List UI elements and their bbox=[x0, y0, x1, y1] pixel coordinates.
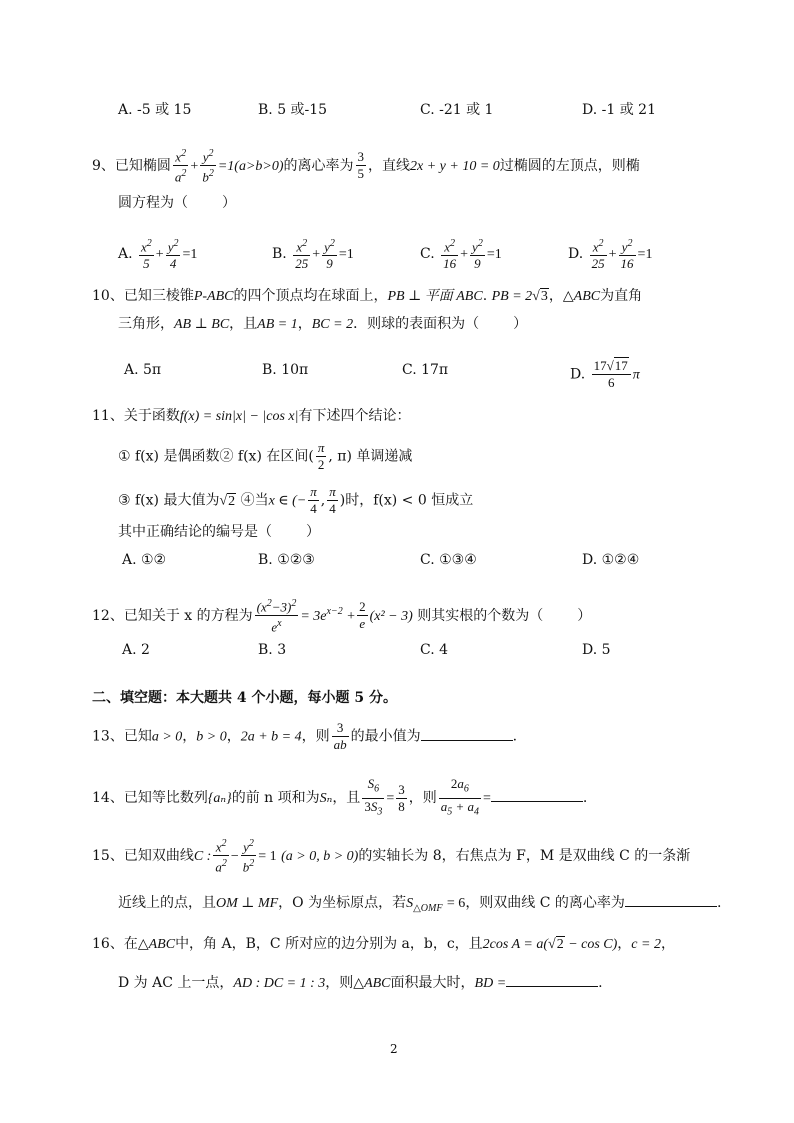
q10-stem: 10、已知三棱锥P-ABC的四个顶点均在球面上，PB ⊥ 平面 ABC. PB = 2√3，△ABC为直角 bbox=[92, 288, 643, 304]
q11-statement-3-4: ③ f(x) 最大值为√2 ④当x ∈ (− $\frac{\pi}{4}$ , $\frac{\pi}{4}$ )时，f(x) < 0 恒成立 bbox=[118, 484, 474, 516]
q10-option-a: A. 5π bbox=[124, 362, 162, 378]
q11-option-d: D. ①②④ bbox=[582, 552, 640, 568]
q12-option-d: D. 5 bbox=[582, 642, 611, 658]
section-2-heading: 二、填空题：本大题共 4 个小题，每小题 5 分。 bbox=[92, 690, 397, 706]
q11-stem: 11、关于函数f(x) = sin|x| − |cos x|有下述四个结论： bbox=[92, 408, 411, 424]
q13-stem: 13、已知a > 0，b > 0，2a + b = 4，则 $\frac{3}{ab}$ 的最小值为 . bbox=[92, 720, 518, 752]
q15-stem-line2: 近线上的点，且OM ⊥ MF，O 为坐标原点，若$S_{\triangle OMF} = 6$，则双曲线 C 的离心率为 . bbox=[118, 892, 721, 919]
q12-option-a: A. 2 bbox=[122, 642, 150, 658]
q15-stem: 15、已知双曲线C : $\frac{x^2}{a^2}$ − $\frac{y^2}{b^2}$ = 1 (a > 0, b > 0)的实轴长为 8，右焦点为 F，M 是双曲线 C 的一条渐 bbox=[92, 838, 691, 875]
page-number: 2 bbox=[390, 1042, 398, 1056]
q10-option-b: B. 10π bbox=[262, 362, 309, 378]
q10-option-c: C. 17π bbox=[402, 362, 449, 378]
q12-option-c: C. 4 bbox=[420, 642, 449, 658]
q8-option-c: C. -21 或 1 bbox=[420, 102, 494, 118]
q11-option-b: B. ①②③ bbox=[258, 552, 315, 568]
q9-option-c: C. $\frac{x^2}{16}$ + $\frac{y^2}{9}$ =1 bbox=[420, 238, 502, 272]
q16-stem: 16、在△ABC中，角 A，B，C 所对应的边分别为 a，b，c，且2cos A = a(√2 − cos C)，c = 2， bbox=[92, 936, 675, 952]
q14-stem: 14、已知等比数列{aₙ}的前 n 项和为Sₙ，且 $\frac{S_6}{3S_3}$ = $\frac{3}{8}$ ，则 $\frac{2a_6}{a_5 + a_4}$ = . bbox=[92, 776, 588, 818]
q15-answer-blank[interactable] bbox=[625, 892, 717, 907]
q10-stem-line2: 三角形，AB ⊥ BC，且AB = 1，BC = 2．则球的表面积为（ ） bbox=[118, 316, 528, 332]
q12-stem: 12、已知关于 x 的方程为 $\frac{(x^2-3)^2}{e^x}$ = $3e^{x-2}$ + $\frac{2}{e}$ (x² − 3) 则其实根的个数为（ ） bbox=[92, 598, 592, 635]
q12-option-b: B. 3 bbox=[258, 642, 287, 658]
q9-stem: 9、已知椭圆 $\frac{x^2}{a^2}$ + $\frac{y^2}{b^2}$ =1(a>b>0)的离心率为 $\frac{3}{5}$ ，直线2x + y + 10 = 0过椭圆的左顶点，则椭 bbox=[92, 148, 640, 185]
q16-stem-line2: D 为 AC 上一点，AD : DC = 1 : 3，则△ABC面积最大时，BD = . bbox=[118, 972, 603, 994]
q14-answer-blank[interactable] bbox=[491, 787, 583, 802]
q9-stem-line2: 圆方程为（ ） bbox=[118, 195, 236, 211]
q8-option-d: D. -1 或 21 bbox=[582, 102, 656, 118]
q8-option-b: B. 5 或-15 bbox=[258, 102, 328, 118]
q11-option-a: A. ①② bbox=[122, 552, 167, 568]
q9-option-b: B. $\frac{x^2}{25}$ + $\frac{y^2}{9}$ =1 bbox=[272, 238, 354, 272]
q11-question: 其中正确结论的编号是（ ） bbox=[118, 524, 320, 540]
q10-option-d: D. $\frac{17√17}{6}$ π bbox=[570, 358, 640, 390]
q13-answer-blank[interactable] bbox=[421, 726, 513, 741]
q11-statement-1-2: ① f(x) 是偶函数② f(x) 在区间( $\frac{\pi}{2}$ , π) 单调递减 bbox=[118, 440, 413, 472]
q9-option-a: A. $\frac{x^2}{5}$ + $\frac{y^2}{4}$ =1 bbox=[118, 238, 198, 272]
q8-option-a: A. -5 或 15 bbox=[118, 102, 192, 118]
q9-option-d: D. $\frac{x^2}{25}$ + $\frac{y^2}{16}$ =1 bbox=[568, 238, 653, 272]
q16-answer-blank[interactable] bbox=[506, 972, 598, 987]
q11-option-c: C. ①③④ bbox=[420, 552, 477, 568]
